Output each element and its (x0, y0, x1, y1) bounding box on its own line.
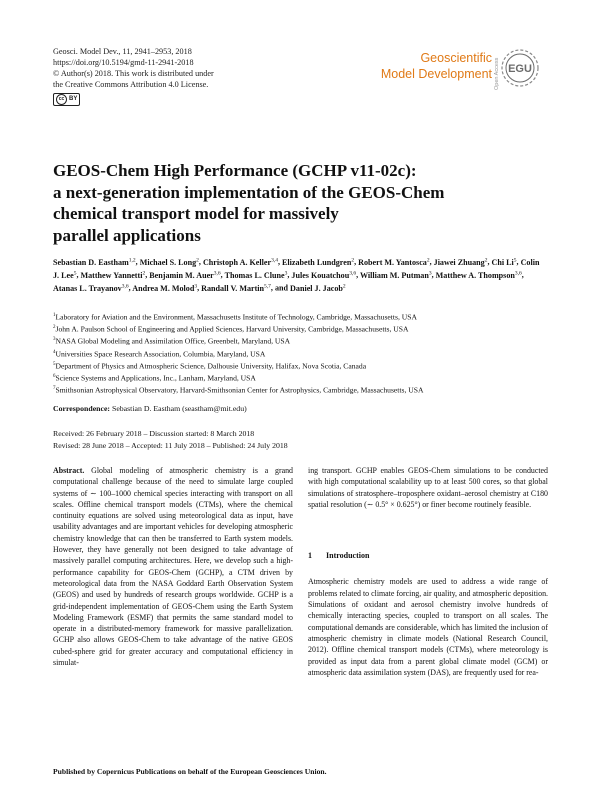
affiliation-number: 2 (53, 325, 56, 331)
author (291, 271, 356, 280)
affiliation-text: Universities Space Research Association, Columbia, Maryland, USA (55, 349, 266, 359)
author-name: Sebastian D. Eastham (53, 257, 129, 267)
paper-title (53, 160, 513, 246)
author (53, 258, 136, 267)
author-name: Jiawei Zhuang (433, 257, 485, 267)
affiliation (53, 323, 547, 335)
author (290, 284, 346, 293)
egu-logo-icon (500, 48, 540, 88)
affiliation-text: NASA Global Modeling and Assimilation Office, Greenbelt, Maryland, USA (55, 337, 291, 346)
affiliation (53, 384, 547, 396)
author (358, 258, 429, 267)
abstract-text: Global modeling of atmospheric chemistry is a grand computational challenge because of the need to simulate large coupled systems of ∼ 100–1000 chemical species interacting with transport on all scales. Offline chemical transport models (CTMs), where the chemical continuity equations are solved using meteorological data as input, have usability advantages and are important vehicles for developing atmospheric chemistry knowledge that can then be transferred to Earth system models. However, they have generally not been designed to take advantage of massively parallel computing architectures. Here, we develop such a high-performance capability for GEOS-Chem (GCHP), a CTM driven by meteorological data from the NASA Goddard Earth Observation System (GEOS) and used by hundreds of research groups worldwide. GCHP is a grid-independent implementation of GEOS-Chem using the Earth System Modeling Framework (ESMF) that permits the same standard model to operate in a distributed-memory framework for massive parallelization. GCHP also allows GEOS-Chem to take advantage of the native GEOS cubed-sphere grid for greater accuracy and computational efficiency in simulat- (53, 466, 293, 668)
journal-name-line2: Model Development (380, 67, 492, 81)
section-heading-introduction (308, 550, 548, 561)
title-line: GEOS-Chem High Performance (GCHP v11-02c): (53, 161, 417, 180)
author-affiliation-ref: 5 (73, 270, 77, 277)
section-number: 1 (308, 551, 312, 561)
affiliation-text: Laboratory for Aviation and the Environment, Massachusetts Institute of Technology, Cambridge, Massachusetts, USA (55, 312, 417, 322)
author-affiliation-ref: 3,4 (271, 257, 278, 263)
doi-link[interactable]: https://doi.org/10.5194/gmd-11-2941-2018 (53, 58, 194, 67)
author-affiliation-ref: 3,6 (514, 270, 522, 277)
right-column (308, 465, 548, 678)
affiliation (53, 360, 547, 372)
author-name: Randall V. Martin (201, 284, 265, 294)
affiliation-list (53, 311, 547, 397)
citation-block (53, 46, 214, 106)
affiliation-number: 4 (53, 349, 56, 355)
author (282, 258, 354, 267)
introduction-text: Atmospheric chemistry models are used to address a wide range of problems related to climate forcing, air quality, and atmospheric deposition. Simulations of oxidant and aerosol chemistry involve hundreds of chemically interacting species, coupled to transport on all scales. The computational demands are considerable, which has limited the inclusion of atmospheric chemistry in climate models (National Research Council, 2012). Offline chemical transport models (CTMs), where meteorology is provided as input data from a parent global climate model (GCM) or atmospheric data assimilation system (DAS), are frequently used for rea- (308, 577, 548, 677)
title-line: a next-generation implementation of the GEOS-Chem (53, 182, 445, 202)
affiliation-text: Department of Physics and Atmospheric Science, Dalhousie University, Halifax, Nova Scotia, Canada (55, 361, 367, 371)
dates-revised: Revised: 28 June 2018 – Accepted: 11 July 2018 – Published: 24 July 2018 (53, 440, 288, 450)
abstract-column (53, 465, 293, 668)
correspondence (53, 404, 247, 413)
author-name: Christoph A. Keller (202, 257, 272, 267)
affiliation-text: John A. Paulson School of Engineering and Applied Sciences, Harvard University, Cambridge, Massachusetts, USA (55, 324, 409, 334)
author (132, 284, 197, 293)
affiliation (53, 372, 547, 384)
publication-dates (53, 428, 288, 451)
author-name: Andrea M. Molod (132, 284, 195, 294)
author (201, 284, 271, 293)
author-affiliation-ref: 1,2 (128, 257, 136, 263)
author-name: Colin J. Lee (53, 257, 540, 280)
journal-name (381, 50, 492, 82)
author-name: Jules Kouatchou (291, 270, 350, 280)
author-affiliation-ref: 3,6 (213, 270, 221, 277)
author (492, 258, 517, 267)
author-affiliation-ref: 5 (513, 257, 517, 263)
abstract-continuation: ing transport. GCHP enables GEOS-Chem simulations to be conducted with high computational scalability up to at least 500 cores, so that global simulations of stratosphere–troposphere oxidant–aerosol chemistry at C180 spatial resolution (∼ 0.5° × 0.625°) or finer become routinely feasible. (308, 466, 548, 509)
author (203, 258, 278, 267)
author-name: Michael S. Long (139, 257, 197, 267)
author-name: Thomas L. Clune (224, 270, 285, 280)
title-line: parallel applications (53, 225, 201, 245)
author-affiliation-ref: 2 (342, 283, 346, 290)
cc-icon: cc (56, 94, 67, 105)
cc-by-badge[interactable] (53, 93, 80, 106)
correspondence-label: Correspondence: (53, 404, 111, 413)
author (360, 271, 432, 280)
egu-logo-text: EGU (508, 63, 532, 75)
author-affiliation-ref: 3 (194, 283, 198, 290)
author-name: Chi Li (491, 257, 514, 267)
dates-received: Received: 26 February 2018 – Discussion started: 8 March 2018 (53, 429, 255, 438)
abstract-label: Abstract. (53, 466, 85, 475)
author-name: Atanas L. Trayanov (53, 284, 122, 294)
author (140, 258, 199, 267)
author (436, 271, 522, 280)
author-name: Matthew Yannetti (80, 270, 143, 280)
author (434, 258, 488, 267)
author-affiliation-ref: 3,6 (349, 270, 357, 277)
author-name: Matthew A. Thompson (435, 270, 515, 280)
author-affiliation-ref: 2 (196, 257, 199, 263)
affiliation-number: 5 (53, 361, 56, 367)
author-affiliation-ref: 3 (428, 270, 432, 277)
author (149, 271, 220, 280)
author (53, 284, 129, 293)
title-line: chemical transport model for massively (53, 204, 339, 223)
affiliation-number: 6 (53, 374, 56, 380)
author-name: Elizabeth Lundgren (281, 257, 352, 267)
author-affiliation-ref: 2 (426, 257, 430, 263)
copyright: © Author(s) 2018. This work is distributed under (53, 69, 214, 78)
correspondence-text: Sebastian D. Eastham (seastham@mit.edu) (111, 404, 247, 413)
cc-badge-text: BY (69, 96, 78, 102)
affiliation (53, 311, 547, 323)
affiliation-number: 3 (53, 337, 56, 343)
section-title: Introduction (326, 551, 370, 561)
publisher-footer: Published by Copernicus Publications on behalf of the European Geosciences Union. (53, 767, 327, 776)
affiliation-number: 7 (53, 386, 56, 392)
affiliation-text: Smithsonian Astrophysical Observatory, Harvard-Smithsonian Center for Astrophysics, Cambridge, Massachusetts, USA (55, 385, 424, 395)
citation: Geosci. Model Dev., 11, 2941–2953, 2018 (53, 47, 192, 56)
author-affiliation-ref: 3 (284, 270, 288, 277)
affiliation-number: 1 (53, 313, 56, 318)
open-access-label (492, 42, 500, 92)
affiliation-text: Science Systems and Applications, Inc., Lanham, Maryland, USA (55, 373, 256, 383)
author-affiliation-ref: 2 (351, 257, 355, 263)
author (225, 271, 288, 280)
affiliation (53, 335, 547, 347)
open-access-text: Open Access (494, 57, 500, 90)
author-name: Daniel J. Jacob (290, 284, 343, 294)
author-name: Benjamin M. Auer (149, 270, 214, 280)
journal-name-line1: Geoscientific (420, 51, 492, 65)
author (80, 271, 145, 280)
author-affiliation-ref: 2 (484, 257, 488, 263)
author-affiliation-ref: 2 (142, 270, 146, 277)
author-affiliation-ref: 5,7 (264, 283, 271, 290)
author-affiliation-ref: 3,6 (121, 283, 129, 290)
affiliation (53, 348, 547, 360)
license-line: the Creative Commons Attribution 4.0 License. (53, 80, 209, 89)
author-name: William M. Putman (359, 270, 429, 280)
author-name: Robert M. Yantosca (358, 257, 427, 267)
author-list: Sebastian D. Eastham$^{1,2}$, Michael S. Long$^2$, Christoph A. Keller$^{3,4}$, Elizabeth Lundgren$^2$, Robert M. Yantosca$^2$, Jiawei Zhuang$^2$, Chi Li$^5$, Colin J. Lee$^5$, Matthew Yannetti$^2$, Benjamin M. Auer$^{3,6}$, Thomas L. Clune$^3$, Jules Kouatchou$^{3,6}$, William M. Putman$^3$, Matthew A. Thompson$^{3,6}$, Atanas L. Trayanov$^{3,6}$, Andrea M. Molod$^3$, Randall V. Martin$^{5,7}$, and Daniel J. Jacob$^2$ (53, 257, 540, 294)
